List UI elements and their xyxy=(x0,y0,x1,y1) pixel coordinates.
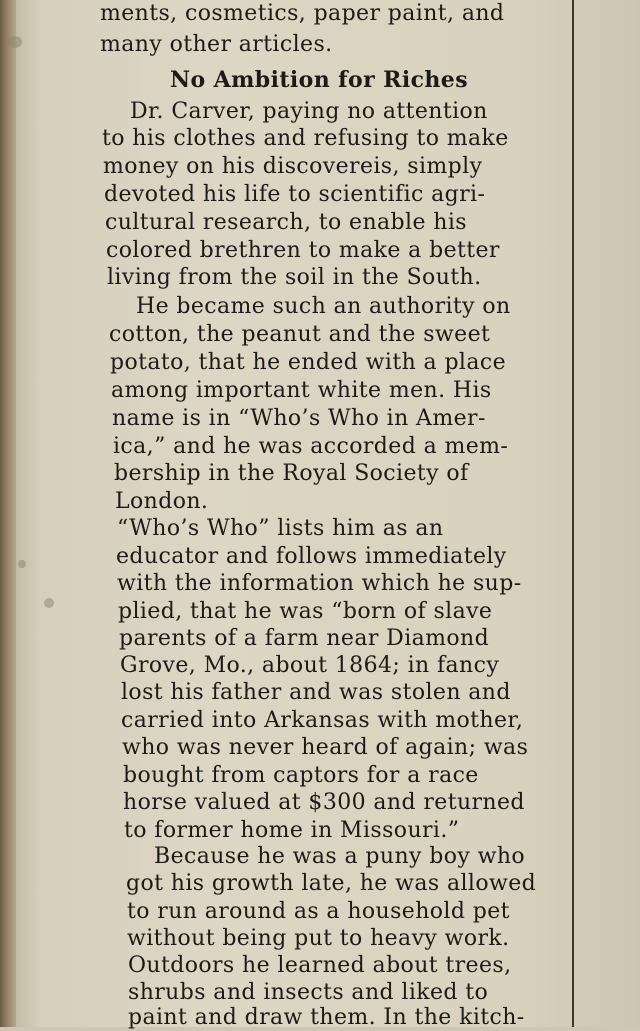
article-line: living from the soil in the South. xyxy=(107,265,482,290)
column-rule xyxy=(572,0,574,1027)
article-line: Outdoors he learned about trees, xyxy=(128,953,512,978)
article-line: shrubs and insects and liked to xyxy=(128,980,489,1005)
article-line: ica,” and he was accorded a mem- xyxy=(113,434,509,459)
article-line: potato, that he ended with a place xyxy=(110,350,507,375)
article-line: paint and draw them. In the kitch- xyxy=(128,1005,525,1030)
article-line: cultural research, to enable his xyxy=(105,210,467,235)
article-line: to former home in Missouri.” xyxy=(124,818,460,843)
article-line: ments, cosmetics, paper paint, and xyxy=(100,1,505,26)
torn-page-edge xyxy=(0,0,16,1027)
article-line: name is in “Who’s Who in Amer- xyxy=(112,406,486,431)
article-line: educator and follows immediately xyxy=(116,544,507,569)
article-line: bership in the Royal Society of xyxy=(114,461,469,486)
article-line: without being put to heavy work. xyxy=(127,926,510,951)
article-line: got his growth late, he was allowed xyxy=(126,871,537,896)
stain xyxy=(8,36,22,48)
article-line: who was never heard of again; was xyxy=(122,735,529,760)
article-line: plied, that he was “born of slave xyxy=(118,599,493,624)
article-line: carried into Arkansas with mother, xyxy=(121,708,524,733)
article-line: with the information which he sup- xyxy=(117,571,522,596)
stain xyxy=(44,598,54,608)
article-line: many other articles. xyxy=(100,32,333,57)
article-line: Because he was a puny boy who xyxy=(154,844,526,869)
article-line: money on his discovereis, simply xyxy=(103,154,483,179)
article-subhead: No Ambition for Riches xyxy=(170,67,468,93)
article-line: cotton, the peanut and the sweet xyxy=(109,322,491,347)
article-line: lost his father and was stolen and xyxy=(121,680,511,705)
article-line: Dr. Carver, paying no attention xyxy=(130,99,488,124)
article-line: to run around as a household pet xyxy=(127,899,510,924)
stain xyxy=(18,560,26,568)
article-line: among important white men. His xyxy=(111,378,492,403)
article-line: parents of a farm near Diamond xyxy=(119,626,490,651)
article-line: devoted his life to scientific agri- xyxy=(104,182,486,207)
article-line: to his clothes and refusing to make xyxy=(102,126,509,151)
article-line: London. xyxy=(115,489,209,514)
article-line: He became such an authority on xyxy=(136,294,511,319)
article-line: colored brethren to make a better xyxy=(106,238,500,263)
article-line: “Who’s Who” lists him as an xyxy=(117,516,444,541)
article-line: horse valued at $300 and returned xyxy=(123,790,525,815)
article-line: bought from captors for a race xyxy=(123,763,479,788)
article-line: Grove, Mo., about 1864; in fancy xyxy=(120,653,500,678)
